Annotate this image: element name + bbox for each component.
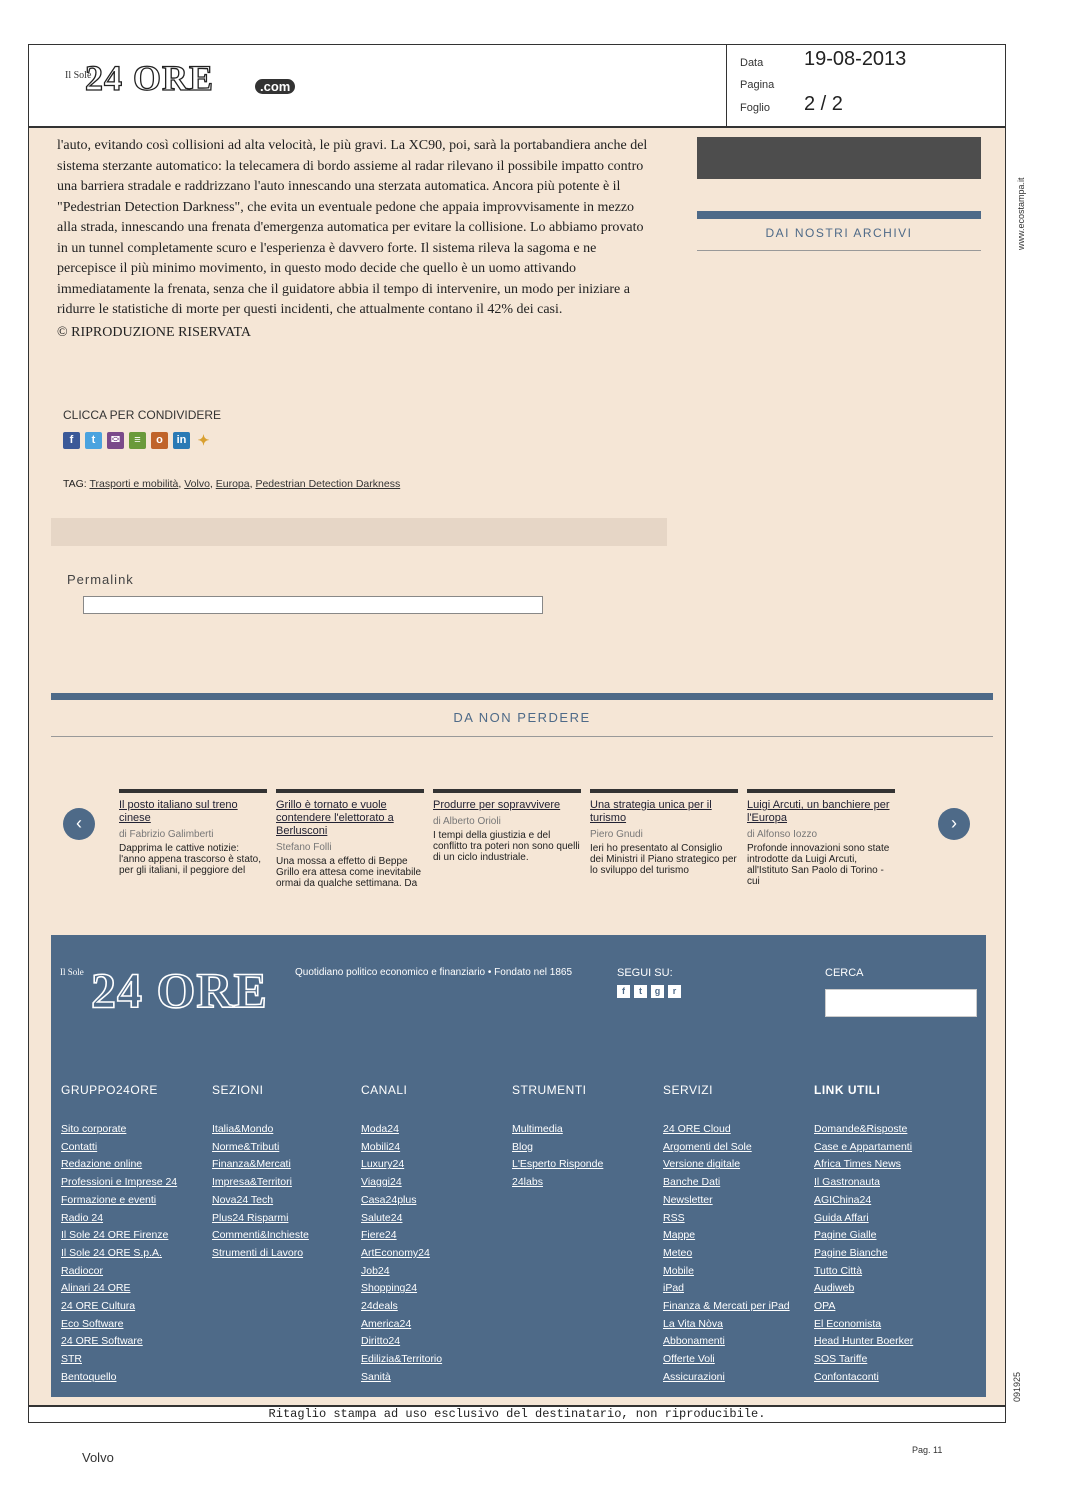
footer-link[interactable]: Offerte Voli: [663, 1353, 715, 1366]
footer-link[interactable]: Mobile: [663, 1264, 694, 1277]
permalink-input[interactable]: [83, 596, 543, 614]
card-title[interactable]: Luigi Arcuti, un banchiere per l'Europa: [747, 799, 890, 824]
page-number: Pag. 11: [912, 1445, 943, 1455]
linkedin-icon[interactable]: in: [173, 432, 190, 449]
prev-arrow-icon[interactable]: ‹: [63, 808, 95, 840]
footer-link[interactable]: Nova24 Tech: [212, 1193, 274, 1206]
footer-column: [212, 1083, 360, 1263]
footer-link[interactable]: 24 ORE Cloud: [663, 1123, 731, 1135]
footer-column: [361, 1083, 509, 1387]
card-title[interactable]: Produrre per sopravvivere: [433, 799, 561, 811]
footer-link[interactable]: Formazione e eventi: [61, 1193, 157, 1206]
column-title: SERVIZI: [663, 1083, 713, 1097]
side-text-top: www.ecostampa.it: [1016, 177, 1026, 250]
foglio-value: 2 / 2: [804, 93, 843, 115]
footer-link[interactable]: Tutto Città: [814, 1264, 863, 1277]
footer-link[interactable]: Luxury24: [361, 1158, 405, 1171]
page-header: [28, 44, 1006, 127]
sidebar-title: DAI NOSTRI ARCHIVI: [765, 226, 913, 240]
footer-link[interactable]: Meteo: [663, 1246, 693, 1259]
footer-link[interactable]: 24deals: [361, 1300, 398, 1313]
footer-link[interactable]: Contatti: [61, 1140, 98, 1153]
footer-link[interactable]: Head Hunter Boerker: [814, 1335, 914, 1348]
dnp-title: DA NON PERDERE: [453, 710, 591, 725]
dnp-card[interactable]: [119, 789, 267, 876]
page-content: [28, 127, 1006, 1407]
footer-link[interactable]: Case e Appartamenti: [814, 1140, 913, 1153]
footer-link[interactable]: Plus24 Risparmi: [212, 1211, 289, 1224]
footer-link[interactable]: RSS: [663, 1211, 685, 1224]
footer-link[interactable]: Il Sole 24 ORE S.p.A.: [61, 1246, 162, 1259]
footer-column: [512, 1083, 660, 1192]
footer-link[interactable]: Edilizia&Territorio: [361, 1353, 443, 1366]
logo-box: [29, 45, 727, 126]
footer-link[interactable]: Salute24: [361, 1211, 403, 1224]
footer-tagline: Quotidiano politico economico e finanziario • Fondato nel 1865: [295, 967, 573, 978]
footer-link[interactable]: Fiere24: [361, 1229, 397, 1242]
footer-link[interactable]: Blog: [512, 1140, 534, 1153]
card-author: di Alfonso Iozzo: [747, 829, 818, 840]
footer-link[interactable]: Commenti&Inchieste: [212, 1229, 309, 1242]
data-value: 19-08-2013: [804, 48, 907, 70]
card-text: Una mossa a effetto di Beppe Grillo era attesa come inevitabile ormai da qualche settimana. Da: [276, 856, 422, 889]
logo: 24 ORE: [85, 58, 215, 98]
footer-link[interactable]: Pagine Bianche: [814, 1246, 888, 1259]
footer-link[interactable]: Guida Affari: [814, 1211, 869, 1224]
column-title: SEZIONI: [212, 1083, 264, 1097]
footer-link[interactable]: Africa Times News: [814, 1158, 901, 1171]
footer-link[interactable]: Moda24: [361, 1123, 399, 1135]
facebook-icon[interactable]: f: [63, 432, 80, 449]
footer-link[interactable]: Audiweb: [814, 1282, 855, 1295]
pagina-label: Pagina: [740, 79, 775, 91]
footer-link[interactable]: Newsletter: [663, 1193, 713, 1206]
footer-link[interactable]: iPad: [663, 1282, 685, 1295]
footer-link[interactable]: Il Sole 24 ORE Firenze: [61, 1229, 169, 1242]
footer-link[interactable]: Bentoquello: [61, 1370, 117, 1383]
footer-link[interactable]: Argomenti del Sole: [663, 1140, 752, 1153]
card-title[interactable]: Il posto italiano sul treno cinese: [119, 799, 238, 824]
footer-link[interactable]: Sito corporate: [61, 1123, 127, 1135]
dnp-bar: [51, 693, 993, 700]
footer-link[interactable]: Radiocor: [61, 1264, 104, 1277]
next-arrow-icon[interactable]: ›: [938, 808, 970, 840]
footer-column: [61, 1083, 209, 1387]
logo-small-text: Il Sole: [65, 70, 92, 81]
footer-link[interactable]: Impresa&Territori: [212, 1176, 292, 1189]
article: [57, 136, 652, 343]
tag-line: TAG: Trasporti e mobilità, Volvo, Europa, Pedestrian Detection Darkness: [63, 478, 401, 490]
dnp-card[interactable]: [747, 789, 895, 887]
rss-icon[interactable]: r: [668, 985, 681, 998]
side-text-bottom: 091925: [1012, 1371, 1022, 1402]
footer-link[interactable]: Shopping24: [361, 1282, 418, 1295]
copyright-notice: © RIPRODUZIONE RISERVATA: [57, 324, 252, 340]
footer-link[interactable]: Finanza&Mercati: [212, 1158, 291, 1171]
footer-link[interactable]: Viaggi24: [361, 1176, 402, 1189]
sidebar-bar: [697, 211, 981, 219]
cerca-label: CERCA: [825, 967, 864, 979]
footer-link[interactable]: STR: [61, 1353, 82, 1366]
google-plus-icon[interactable]: g: [651, 985, 664, 998]
footer-link[interactable]: Eco Software: [61, 1317, 124, 1330]
footer-link[interactable]: Finanza & Mercati per iPad: [663, 1300, 790, 1313]
share-icon[interactable]: o: [151, 432, 168, 449]
footer-link[interactable]: Redazione online: [61, 1158, 143, 1171]
footer-link[interactable]: Domande&Risposte: [814, 1123, 908, 1135]
data-label: Data: [740, 57, 764, 69]
footer-social: [617, 985, 681, 998]
footer-link[interactable]: Abbonamenti: [663, 1335, 725, 1348]
card-author: Stefano Folli: [276, 842, 332, 853]
tag-label: TAG:: [63, 478, 87, 490]
dnp-card[interactable]: [276, 789, 424, 889]
footer-link[interactable]: Mappe: [663, 1229, 696, 1242]
permalink-label: Permalink: [67, 572, 134, 587]
footer-link[interactable]: Multimedia: [512, 1123, 563, 1135]
twitter-icon[interactable]: t: [634, 985, 647, 998]
footer-link[interactable]: Alinari 24 ORE: [61, 1282, 131, 1295]
column-title: LINK UTILI: [814, 1083, 881, 1097]
footer-link[interactable]: Confontaconti: [814, 1370, 879, 1383]
footer-link[interactable]: El Economista: [814, 1317, 882, 1330]
footer-link[interactable]: SOS Tariffe: [814, 1353, 868, 1366]
footer-link[interactable]: Versione digitale: [663, 1158, 741, 1171]
foglio-label: Foglio: [740, 102, 770, 114]
divider: [697, 250, 981, 251]
card-author: di Alberto Orioli: [433, 816, 501, 827]
footer-column: [814, 1083, 962, 1387]
dnp-card[interactable]: [433, 789, 581, 863]
footer-link[interactable]: Diritto24: [361, 1335, 401, 1348]
footer-link[interactable]: America24: [361, 1317, 412, 1330]
card-title[interactable]: Una strategia unica per il turismo: [590, 799, 712, 824]
divider: [51, 736, 993, 737]
bottom-left-label: Volvo: [82, 1450, 114, 1465]
footer-link[interactable]: AGIChina24: [814, 1193, 872, 1206]
more-icon[interactable]: ✦: [197, 432, 210, 448]
facebook-icon[interactable]: f: [617, 985, 630, 998]
disclaimer: Ritaglio stampa ad uso esclusivo del destinatario, non riproducibile.: [28, 1405, 1006, 1423]
article-body: l'auto, evitando così collisioni ad alta velocità, le più gravi. La XC90, poi, sarà la portabandiera anche del sistema sterzante automatico: la telecamera di bordo assieme al radar rilevano il possibile impatto contro una barriera stradale e raddrizzano l'auto innescando una sterzata automatica. Ancora più potente è il "Pedestrian Detection Darkness", che evita un eventuale pedone che appaia improvvisamente in mezzo alla strada, innescando una frenata d'emergenza automatica per evitare la collisione. Lo abbiamo provato in un tunnel completamente scuro e l'esperienza è davvero forte. Il sistema rileva la sagoma e ne percepisce il più minimo movimento, in questo modo decide che quello è un uomo attivando immediatamente la frenata, senza che il guidatore abbia il tempo di intervenire, un modo per iniziare a ridurre le statistiche di morte per questi incidenti, che attualmente contano il 42% dei casi.: [57, 138, 648, 317]
footer-link[interactable]: Professioni e Imprese 24: [61, 1176, 178, 1189]
search-input[interactable]: [825, 989, 977, 1017]
footer-link[interactable]: Radio 24: [61, 1211, 104, 1224]
footer-link[interactable]: Mobili24: [361, 1140, 401, 1153]
footer-link[interactable]: L'Esperto Risponde: [512, 1158, 604, 1171]
column-title: GRUPPO24ORE: [61, 1083, 158, 1097]
card-text: Profonde innovazioni sono state introdotte da Luigi Arcuti, all'Istituto San Paolo di Torino - cui: [747, 843, 890, 887]
footer-link[interactable]: Pagine Gialle: [814, 1229, 877, 1242]
footer-logo[interactable]: 24 ORE: [91, 962, 268, 1018]
footer-link[interactable]: OPA: [814, 1300, 836, 1313]
tag-link[interactable]: Volvo: [184, 478, 210, 490]
share-title: CLICCA PER CONDIVIDERE: [63, 408, 222, 422]
logo-com: .com: [255, 79, 295, 94]
segui-label: SEGUI SU:: [617, 967, 673, 979]
header-meta: [728, 45, 1005, 126]
footer-link[interactable]: Casa24plus: [361, 1193, 417, 1206]
footer-link[interactable]: Job24: [361, 1264, 390, 1277]
site-footer: [51, 935, 986, 1397]
footer-column: [663, 1083, 811, 1387]
footer-link[interactable]: Assicurazioni: [663, 1370, 725, 1383]
tag-link[interactable]: Trasporti e mobilità: [89, 478, 179, 490]
footer-link[interactable]: 24labs: [512, 1176, 543, 1189]
footer-link[interactable]: Norme&Tributi: [212, 1140, 280, 1153]
print-icon[interactable]: ≡: [129, 432, 146, 449]
column-title: STRUMENTI: [512, 1083, 587, 1097]
grey-band: [51, 518, 667, 546]
card-title[interactable]: Grillo è tornato e vuole contendere l'elettorato a Berlusconi: [276, 799, 394, 837]
card-text: Ieri ho presentato al Consiglio dei Ministri il Piano strategico per lo sviluppo del turismo: [590, 843, 737, 876]
footer-link[interactable]: Italia&Mondo: [212, 1123, 274, 1135]
footer-link[interactable]: 24 ORE Cultura: [61, 1300, 136, 1313]
email-icon[interactable]: ✉: [107, 432, 124, 449]
footer-link[interactable]: Il Gastronauta: [814, 1176, 880, 1189]
card-text: Dapprima le cattive notizie: l'anno appena trascorso è stato, per gli italiani, il peggiore del: [119, 843, 262, 876]
footer-link[interactable]: La Vita Nòva: [663, 1317, 723, 1330]
card-author: Piero Gnudi: [590, 829, 643, 840]
footer-link[interactable]: 24 ORE Software: [61, 1335, 143, 1348]
footer-link[interactable]: Strumenti di Lavoro: [212, 1246, 304, 1259]
footer-logo-small: Il Sole: [60, 967, 84, 977]
card-text: I tempi della giustizia e del conflitto tra poteri non sono quelli di un ciclo industriale.: [433, 830, 580, 863]
footer-link[interactable]: Banche Dati: [663, 1176, 721, 1189]
tag-link[interactable]: Europa: [215, 478, 250, 490]
share-icons: [63, 432, 212, 449]
footer-link[interactable]: Sanità: [361, 1370, 391, 1383]
footer-link[interactable]: ArtEconomy24: [361, 1246, 430, 1259]
tag-link[interactable]: Pedestrian Detection Darkness: [255, 478, 401, 490]
dnp-card[interactable]: [590, 789, 738, 876]
card-author: di Fabrizio Galimberti: [119, 829, 214, 840]
column-title: CANALI: [361, 1083, 408, 1097]
sidebar-dark-box: [697, 137, 981, 179]
twitter-icon[interactable]: t: [85, 432, 102, 449]
